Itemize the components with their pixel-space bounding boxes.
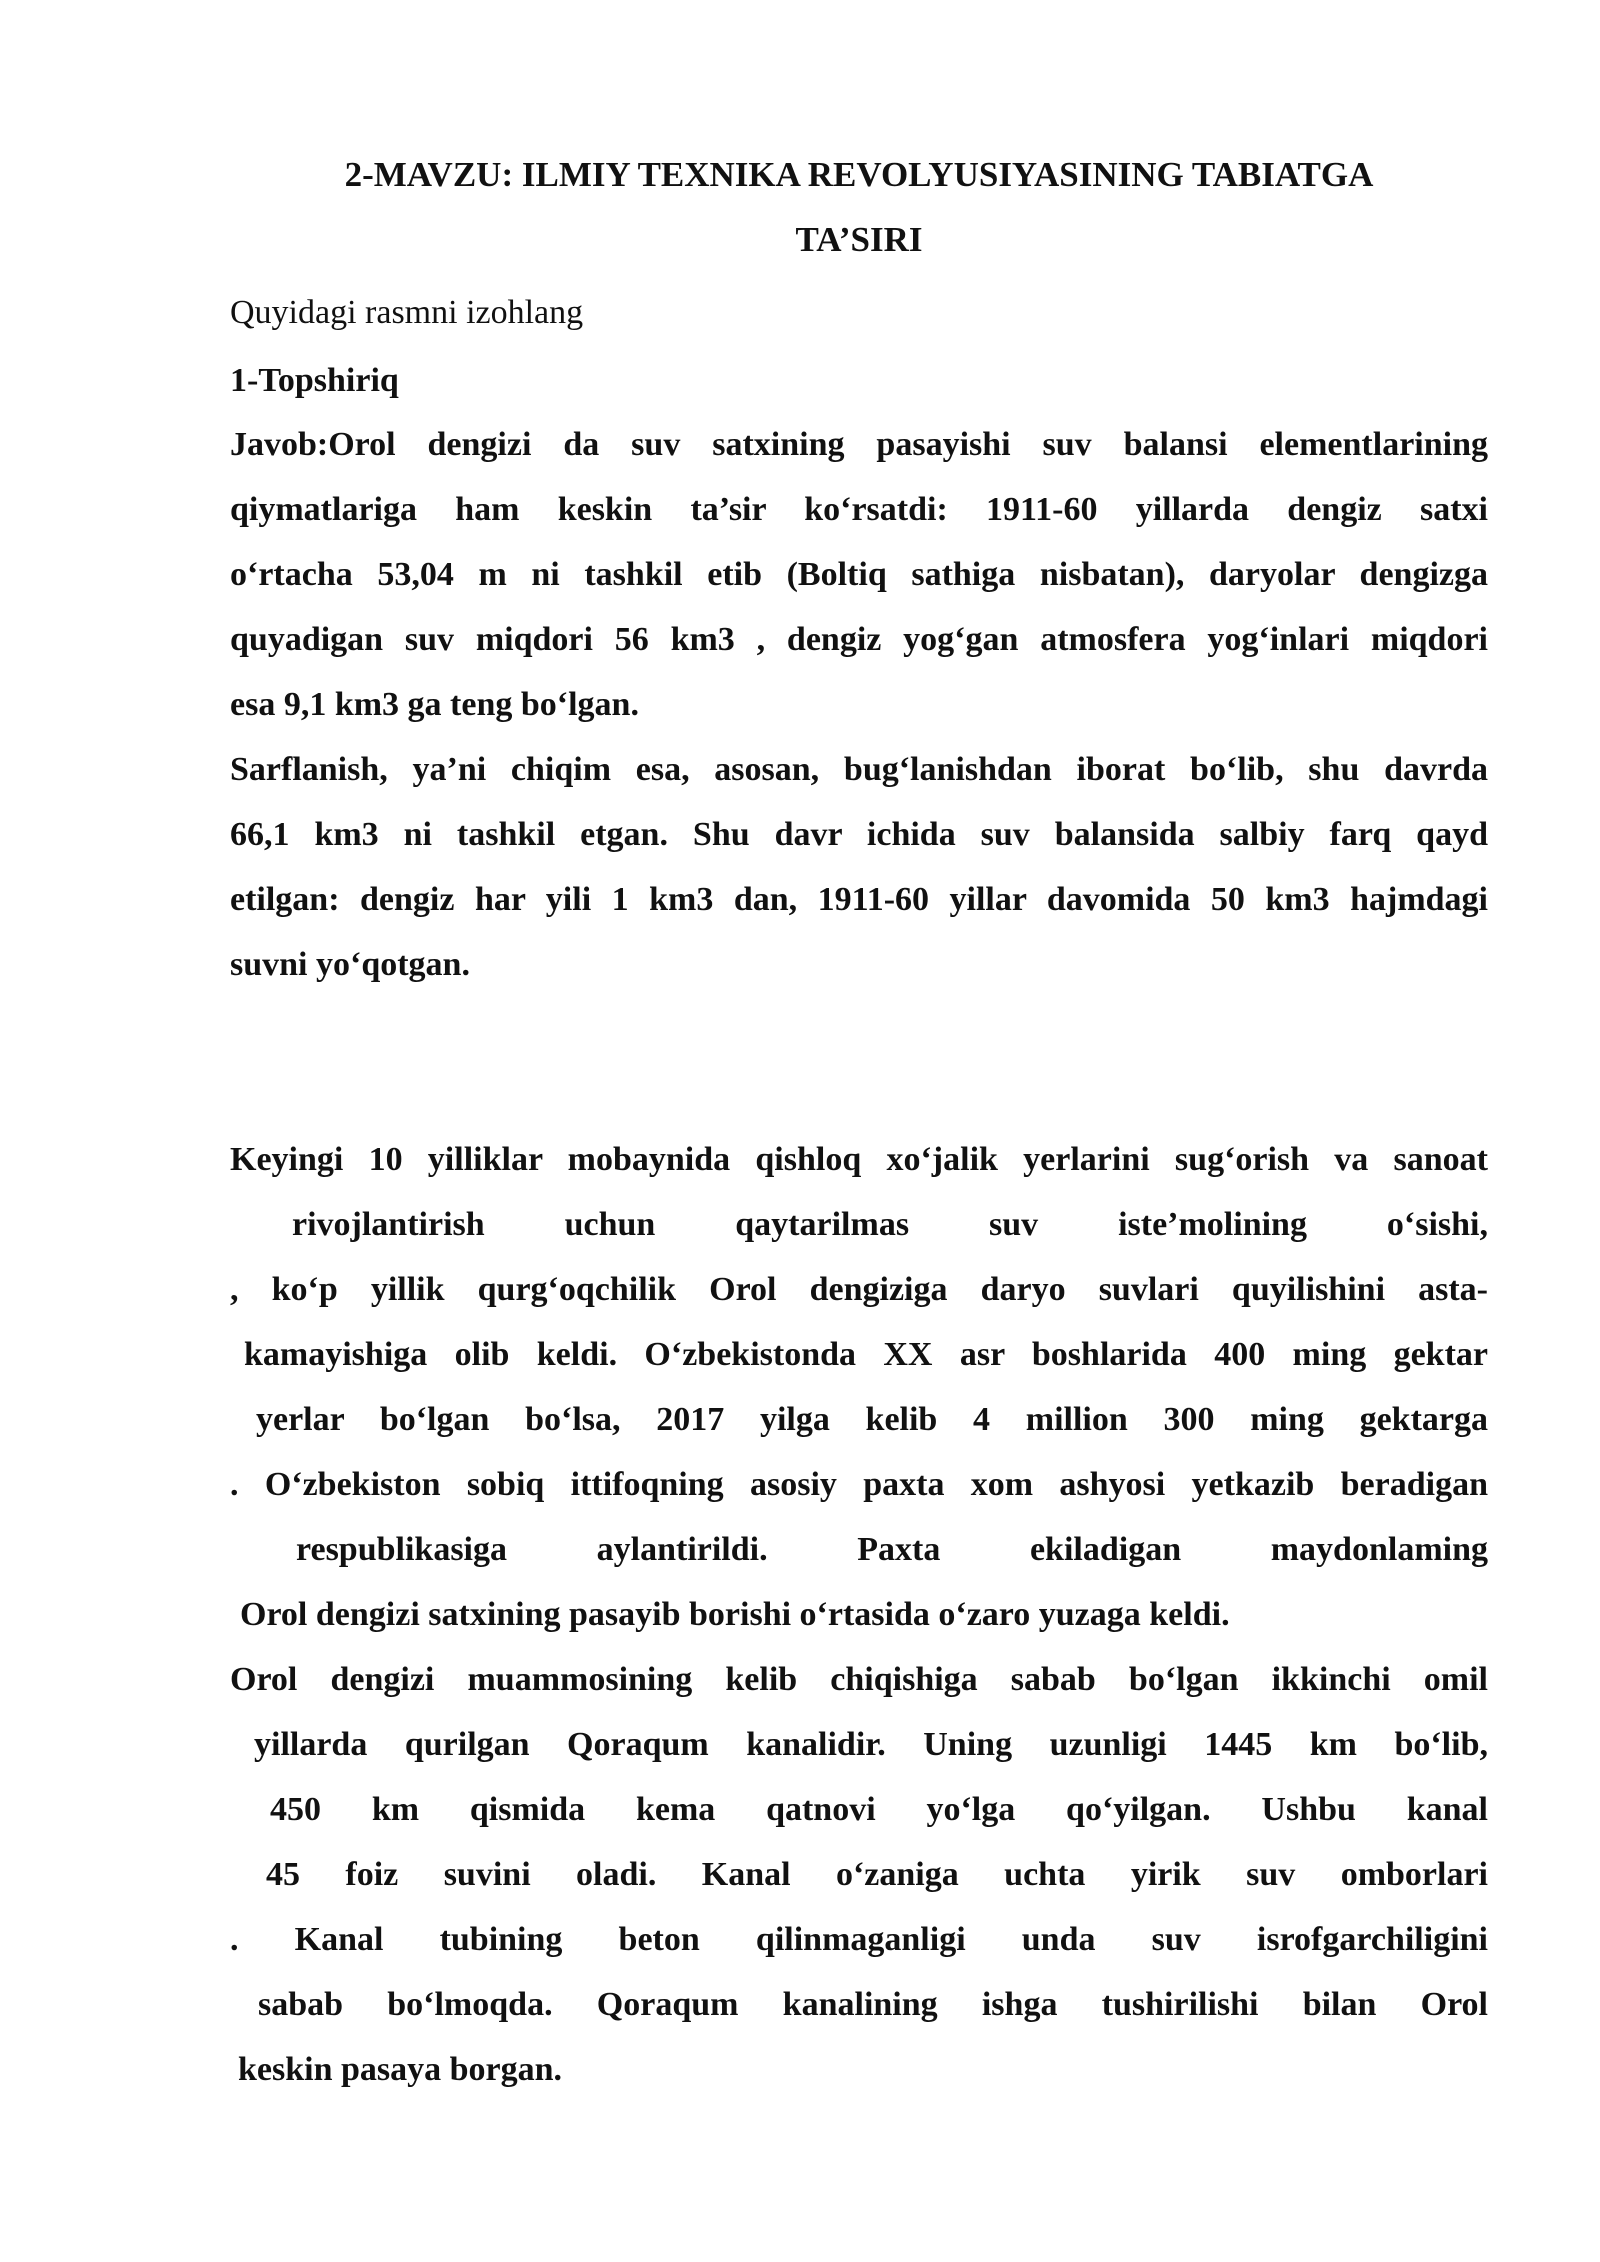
answer-line: esa 9,1 km3 ga teng bo‘lgan.: [230, 686, 639, 723]
paragraph-line: . Kanal tubining beton qilinmaganligi unda suv isrofgarchiligini: [230, 1921, 1488, 1958]
answer-line: qiymatlariga ham keskin ta’sir ko‘rsatdi: 1911-60 yillarda dengiz satxi: [230, 491, 1488, 528]
paragraph-line: keskin pasaya borgan.: [238, 2051, 563, 2088]
paragraph-line: respublikasiga aylantirildi. Paxta ekiladigan maydonlaming: [296, 1531, 1488, 1568]
answer-line: Sarflanish, ya’ni chiqim esa, asosan, bug‘lanishdan iborat bo‘lib, shu davrda: [230, 751, 1488, 788]
paragraph-line: Orol dengizi muammosining kelib chiqishiga sabab bo‘lgan ikkinchi omil: [230, 1661, 1488, 1698]
page-title-continued: TA’SIRI: [795, 220, 923, 259]
paragraph-line: Keyingi 10 yilliklar mobaynida qishloq xo‘jalik yerlarini sug‘orish va sanoat: [230, 1141, 1488, 1178]
answer-line: quyadigan suv miqdori 56 km3 , dengiz yog‘gan atmosfera yog‘inlari miqdori: [230, 621, 1488, 658]
paragraph-line: yerlar bo‘lgan bo‘lsa, 2017 yilga kelib 4 million 300 ming gektarga: [256, 1401, 1488, 1438]
paragraph-line: rivojlantirish uchun qaytarilmas suv iste’molining o‘sishi,: [292, 1206, 1488, 1243]
answer-line: suvni yo‘qotgan.: [230, 946, 470, 983]
answer-line: Javob:Orol dengizi da suv satxining pasayishi suv balansi elementlarining: [230, 426, 1488, 463]
paragraph-line: 45 foiz suvini oladi. Kanal o‘zaniga uchta yirik suv omborlari: [266, 1856, 1488, 1893]
paragraph-line: yillarda qurilgan Qoraqum kanalidir. Uning uzunligi 1445 km bo‘lib,: [254, 1726, 1488, 1763]
instruction-text: Quyidagi rasmni izohlang: [230, 294, 584, 331]
page-title: 2-MAVZU: ILMIY TEXNIKA REVOLYUSIYASINING TABIATGA: [344, 155, 1374, 194]
paragraph-line: , ko‘p yillik qurg‘oqchilik Orol dengiziga daryo suvlari quyilishini asta-: [230, 1271, 1488, 1308]
task-heading: 1-Topshiriq: [230, 362, 399, 399]
paragraph-line: Orol dengizi satxining pasayib borishi o‘rtasida o‘zaro yuzaga keldi.: [240, 1596, 1230, 1633]
paragraph-line: 450 km qismida kema qatnovi yo‘lga qo‘yilgan. Ushbu kanal: [270, 1791, 1488, 1828]
answer-line: 66,1 km3 ni tashkil etgan. Shu davr ichida suv balansida salbiy farq qayd: [230, 816, 1488, 853]
paragraph-line: sabab bo‘lmoqda. Qoraqum kanalining ishga tushirilishi bilan Orol: [258, 1986, 1488, 2023]
answer-line: etilgan: dengiz har yili 1 km3 dan, 1911-60 yillar davomida 50 km3 hajmdagi: [230, 881, 1488, 918]
answer-line: o‘rtacha 53,04 m ni tashkil etib (Boltiq sathiga nisbatan), daryolar dengizga: [230, 556, 1488, 593]
paragraph-line: . O‘zbekiston sobiq ittifoqning asosiy paxta xom ashyosi yetkazib beradigan: [230, 1466, 1488, 1503]
paragraph-line: kamayishiga olib keldi. O‘zbekistonda XX asr boshlarida 400 ming gektar: [244, 1336, 1488, 1373]
